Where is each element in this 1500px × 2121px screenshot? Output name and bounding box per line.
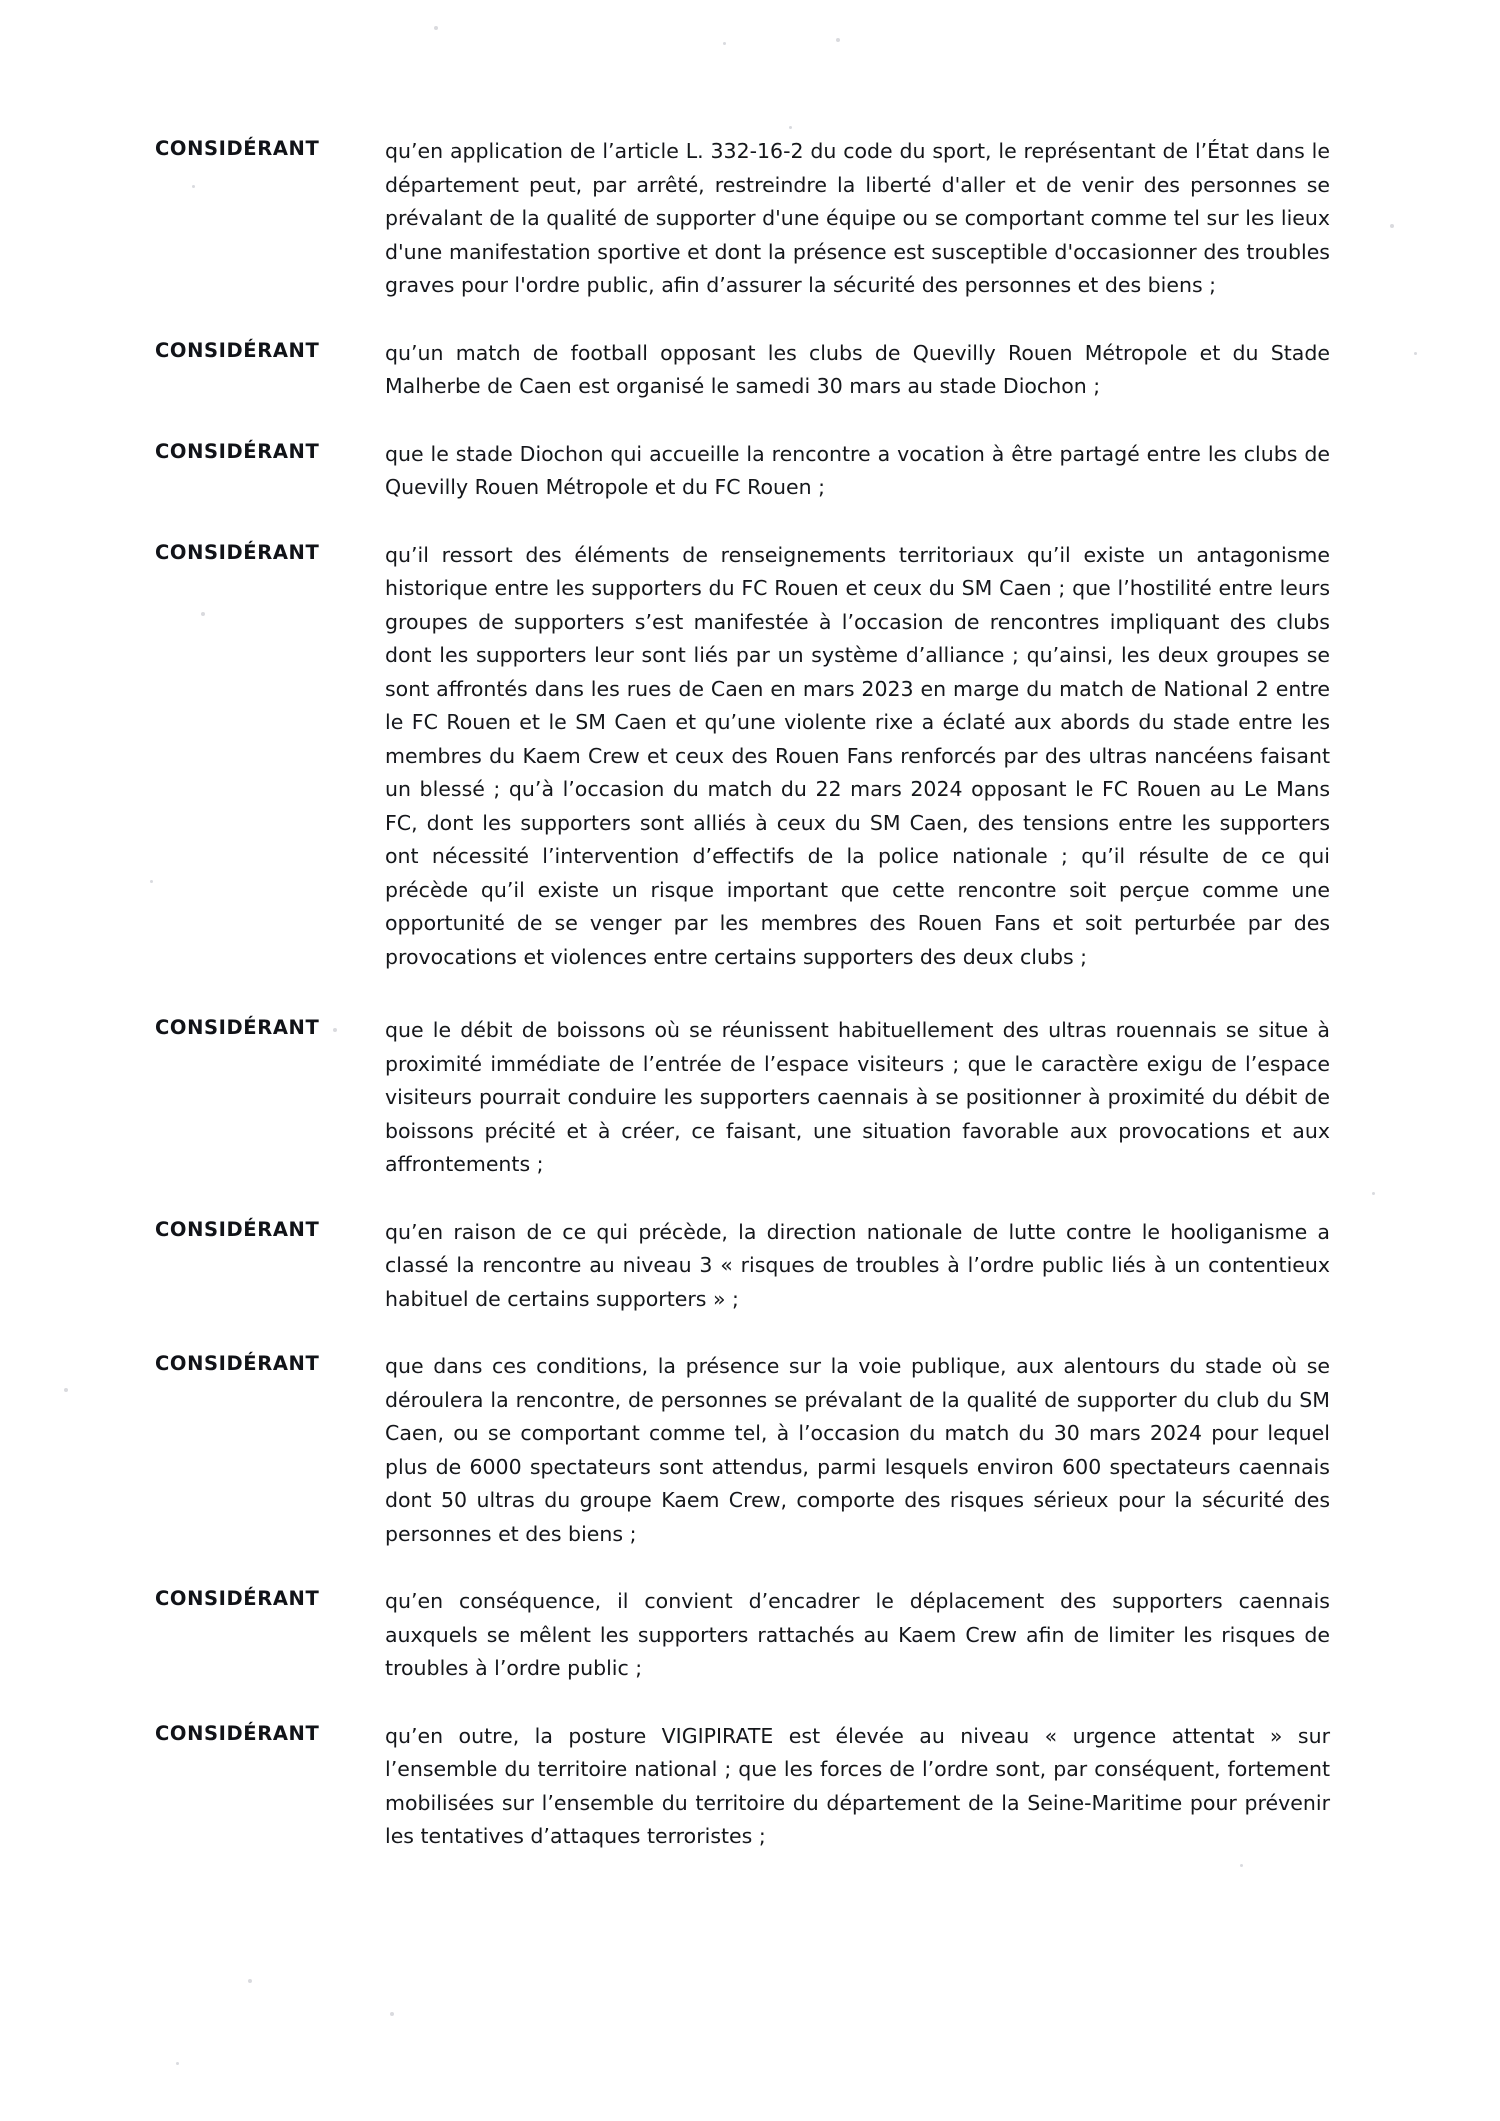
considerant-label: CONSIDÉRANT [155, 1217, 320, 1241]
considerant-text: qu’il ressort des éléments de renseignements territoriaux qu’il existe un antagonisme historique entre les supporters du FC Rouen et ceux du SM Caen ; que l’hostilité entre leurs groupes de supporters s’est manifestée à l’occasion de rencontres impliquant des clubs dont les supporters leur sont liés par un système d’alliance ; qu’ainsi, les deux groupes se sont affrontés dans les rues de Caen en mars 2023 en marge du match de National 2 entre le FC Rouen et le SM Caen et qu’une violente rixe a éclaté aux abords du stade entre les membres du Kaem Crew et ceux des Rouen Fans renforcés par des ultras nancéens faisant un blessé ; qu’à l’occasion du match du 22 mars 2024 opposant le FC Rouen au Le Mans FC, dont les supporters sont alliés à ceux du SM Caen, des tensions entre les supporters ont nécessité l’intervention d’effectifs de la police nationale ; qu’il résulte de ce qui précède qu’il existe un risque important que cette rencontre soit perçue comme une opportunité de se venger par les membres des Rouen Fans et soit perturbée par des provocations et violences entre certains supporters des deux clubs ; [385, 542, 1330, 969]
scan-speckle [64, 1388, 68, 1392]
scan-speckle [390, 2012, 394, 2016]
considerant-label: CONSIDÉRANT [155, 137, 320, 160]
scan-speckle [176, 2062, 179, 2065]
considerant-text: que le débit de boissons où se réunissent habituellement des ultras rouennais se situe à proximité immédiate de l’entrée de l’espace visiteurs ; que le caractère exigu de l’espace visiteurs pourrait conduire les supporters caennais à se positionner à proximité du débit de boissons précité et à créer, ce faisant, une situation favorable aux provocations et aux affrontements ; [385, 1018, 1330, 1176]
considerant-label: CONSIDÉRANT [155, 1016, 320, 1039]
scan-speckle [1414, 352, 1417, 355]
considerant-label: CONSIDÉRANT [155, 338, 320, 362]
considerant-clause [155, 539, 1330, 975]
considerant-clause [155, 337, 1330, 404]
considerant-label: CONSIDÉRANT [155, 1352, 320, 1375]
considerant-clause [155, 1014, 1330, 1182]
considerant-label: CONSIDÉRANT [155, 540, 320, 564]
considerant-text: qu’en raison de ce qui précède, la direction nationale de lutte contre le hooliganisme a classé la rencontre au niveau 3 « risques de troubles à l’ordre public liés à un contentieux habituel de certains supporters » ; [385, 1219, 1330, 1311]
considerant-clause [155, 1720, 1330, 1854]
considerant-label: CONSIDÉRANT [155, 1721, 320, 1745]
scan-speckle [150, 880, 153, 883]
scan-speckle [723, 42, 726, 45]
considerant-clause [155, 438, 1330, 505]
scan-speckle [248, 1979, 252, 1983]
considerant-label: CONSIDÉRANT [155, 439, 320, 463]
scan-speckle [789, 126, 792, 129]
scan-speckle [836, 38, 840, 42]
scan-speckle [434, 26, 438, 30]
considerant-text: qu’en application de l’article L. 332-16-2 du code du sport, le représentant de l’État dans le département peut, par arrêté, restreindre la liberté d'aller et de venir des personnes se prévalant de la qualité de supporter d'une équipe ou se comportant comme tel sur les lieux d'une manifestation sportive et dont la présence est susceptible d'occasionner des troubles graves pour l'ordre public, afin d’assurer la sécurité des personnes et des biens ; [385, 139, 1330, 297]
considerant-text: qu’en conséquence, il convient d’encadrer le déplacement des supporters caennais auxquels se mêlent les supporters rattachés au Kaem Crew afin de limiter les risques de troubles à l’ordre public ; [385, 1589, 1330, 1680]
considerant-clause [155, 1585, 1330, 1686]
considerant-text: qu’en outre, la posture VIGIPIRATE est élevée au niveau « urgence attentat » sur l’ensemble du territoire national ; que les forces de l’ordre sont, par conséquent, fortement mobilisées sur l’ensemble du territoire du département de la Seine-Maritime pour prévenir les tentatives d’attaques terroristes ; [385, 1723, 1330, 1848]
considerant-clause [155, 1350, 1330, 1551]
considerant-text: qu’un match de football opposant les clubs de Quevilly Rouen Métropole et du Stade Malherbe de Caen est organisé le samedi 30 mars au stade Diochon ; [385, 340, 1330, 398]
considerant-clause [155, 135, 1330, 303]
considerant-text: que le stade Diochon qui accueille la rencontre a vocation à être partagé entre les clubs de Quevilly Rouen Métropole et du FC Rouen ; [385, 441, 1330, 499]
considerant-clause-list [155, 135, 1330, 1880]
scan-speckle [1390, 224, 1394, 228]
considerant-label: CONSIDÉRANT [155, 1587, 320, 1610]
considerant-text: que dans ces conditions, la présence sur la voie publique, aux alentours du stade où se déroulera la rencontre, de personnes se prévalant de la qualité de supporter du club du SM Caen, ou se comportant comme tel, à l’occasion du match du 30 mars 2024 pour lequel plus de 6000 spectateurs sont attendus, parmi lesquels environ 600 spectateurs caennais dont 50 ultras du groupe Kaem Crew, comporte des risques sérieux pour la sécurité des personnes et des biens ; [385, 1354, 1330, 1546]
scan-speckle [1372, 1192, 1375, 1195]
considerant-clause [155, 1216, 1330, 1317]
